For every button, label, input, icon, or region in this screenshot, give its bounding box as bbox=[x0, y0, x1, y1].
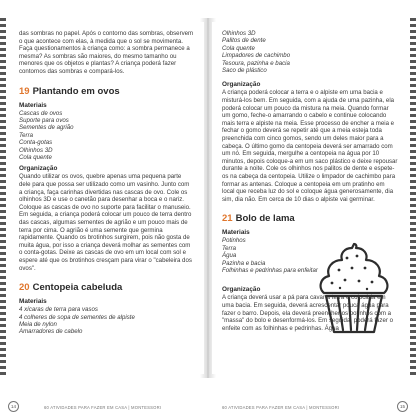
activity-20-title: Centopeia cabeluda bbox=[32, 282, 123, 294]
activity-19-heading bbox=[19, 86, 194, 97]
folio-left: 60 ATIVIDADES PARA FAZER EM CASA | MONTESSORI bbox=[44, 405, 162, 410]
material-item: Potinhos bbox=[222, 237, 246, 245]
material-item: Conta-gotas bbox=[19, 139, 53, 147]
activity-19-title: Plantando em ovos bbox=[32, 85, 120, 97]
material-item: Saco de plástico bbox=[222, 67, 267, 75]
material-item: Meia de nylon bbox=[19, 320, 57, 328]
cupcake-icon bbox=[312, 238, 396, 338]
material-item: Folhinhas e pedrinhas para enfeitar bbox=[222, 266, 318, 274]
material-item: 4 colheres de sopa de sementes de alpiste bbox=[19, 313, 135, 321]
organization-heading-19: Organização bbox=[19, 165, 58, 173]
folio-right: 60 ATIVIDADES PARA FAZER EM CASA | MONTESSORI bbox=[222, 405, 340, 410]
organization-text-19: Quando utilizar os ovos, quebre apenas uma pequena parte dele para que possa ser utilizado como um vasinho. Junto com a criança, faça carinhas divertidas nas cascas de ovo. Cole os olhinhos 3D e use o canetão para desenhar a boca e o nariz. Coloque as cascas de ovo no suporte para facilitar o manuseio. Em seguida, a criança poderá colocar um pouco de terra dentro das cascas, algumas sementes de agrião e um pouco mais de terra por cima. O agrião é uma semente que germina rapidamente. Quando os brotinhos surgirem, pois não gosta de muita água, por isso a criança deverá molhar as sementes com o conta-gotas. Deixe as cascas de ovo em um local com sol e espere até que os brotinhos cresçam para virar o "cabeleira dos ovos". bbox=[19, 173, 192, 272]
organization-heading-21: Organização bbox=[222, 286, 261, 294]
material-item: Cola quente bbox=[19, 154, 52, 161]
materials-list-19 bbox=[19, 110, 194, 162]
activity-21-heading bbox=[222, 213, 398, 224]
left-page bbox=[6, 22, 204, 374]
material-item: 4 xícaras de terra para vasos bbox=[19, 306, 98, 314]
activity-20-number: 20 bbox=[19, 282, 30, 294]
organization-heading-20: Organização bbox=[222, 81, 261, 89]
material-item: Sementes de agrião bbox=[19, 124, 74, 132]
material-item: Suporte para ovos bbox=[19, 116, 69, 124]
page-number-left: 14 bbox=[8, 401, 19, 412]
material-item: Pazinha e bacia bbox=[222, 259, 266, 267]
material-item: Terra bbox=[222, 244, 236, 252]
material-item: Água bbox=[222, 252, 237, 260]
activity-21-number: 21 bbox=[222, 213, 233, 225]
materials-heading-21: Materiais bbox=[222, 229, 250, 237]
organization-text-20: A criança poderá colocar a terra e o alpiste em uma bacia e misturá-los bem. Em seguida, com a ajuda de uma pazinha, ela poderá colocar um pouco da mistura na meia. Quando formar um gomo, feche-o amarrando o cabelo e continue colocando mais terra e alpiste na meia. Esse processo de encher a meia e fechar o gomo deverá se repetir até que a meia esteja toda preenchida com cinco gomos, sendo um deles maior para a cabeça. O último gomo da centopeia deverá ser amarrado com um nó. Em seguida, mergulhe a centopeia na água por 10 minutos, depois coloque-a em um saco plástico e deixe repousar durante a noite. Cole os olhinhos nos palitos de dente e espete-os na cabeça da centopeia. Utilize o limpador de cachimbo para formar as antenas. Coloque a centopeia em um pratinho em local que receba luz do sol e coloque água generosamente, dia sim, dia não. Em cerca de 10 dias o alpiste vai germinar. bbox=[222, 89, 398, 203]
activity-19-number: 19 bbox=[19, 85, 30, 97]
material-item: Olhinhos 3D bbox=[19, 146, 53, 154]
material-item: Palitos de dente bbox=[222, 37, 266, 45]
material-item: Cascas de ovos bbox=[19, 109, 63, 117]
material-item: Tesoura, pazinha e bacia bbox=[222, 59, 290, 67]
material-item: Terra bbox=[19, 131, 33, 139]
organization-text-21: A criança deverá usar a pá para cavar a terra e colocá-la em uma bacia. Em seguida, deverá acrescentar pouca água para fazer o barro. Depois, ela deverá preencher os potinhos com a "massa" do bolo e desenformá-los. Em seguida, poderá fazer o enfeite com as folhinhas e pedrinhas. Água bbox=[222, 294, 393, 332]
activity-20-heading bbox=[19, 282, 194, 293]
material-item: Limpadores de cachimbo bbox=[222, 52, 291, 60]
activity-21-title: Bolo de lama bbox=[235, 213, 295, 225]
page-number-right: 15 bbox=[397, 401, 408, 412]
materials-heading-19: Materiais bbox=[19, 101, 47, 109]
materials-heading-20: Materiais bbox=[19, 298, 47, 306]
page-edge-right bbox=[410, 18, 416, 378]
material-item: Olhinhos 3D bbox=[222, 30, 256, 37]
materials-list-20-continued bbox=[222, 30, 398, 74]
material-item: Cola quente bbox=[222, 44, 255, 52]
materials-list-20 bbox=[19, 306, 194, 336]
intro-paragraph: das sombras no papel. Após o contorno das sombras, observem o que acontece com elas, à medida que o sol se movimenta. Faça questionamentos à criança como: a sombra permanece a mesma? As sombras são maiores, do mesmo tamanho ou menores que os objetos e plantas? A criança poderá fazer contornos das sombras e compará-los. bbox=[19, 30, 194, 75]
material-item: Amarradores de cabelo bbox=[19, 328, 83, 336]
materials-list-21 bbox=[222, 237, 318, 274]
